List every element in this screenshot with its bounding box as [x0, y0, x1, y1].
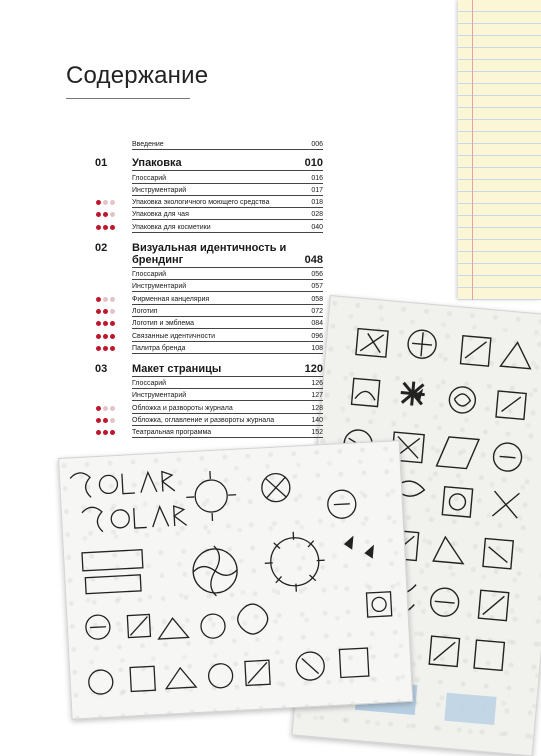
difficulty-dot-icon: [96, 321, 101, 326]
toc-entry-label: Введение: [132, 141, 164, 149]
solar-magic-sketches-sheet-image: [58, 440, 413, 720]
toc-entry-label: Упаковка для косметики: [132, 223, 211, 231]
toc-entry[interactable]: [132, 268, 323, 280]
toc-entry-page: 058: [311, 295, 323, 303]
table-of-contents: [95, 138, 323, 438]
toc-entry[interactable]: [132, 292, 323, 304]
toc-entry[interactable]: [132, 401, 323, 413]
difficulty-dots: [96, 297, 115, 302]
difficulty-dot-icon: [103, 225, 108, 230]
toc-entry-label: Логотип и эмблема: [132, 320, 195, 328]
difficulty-dot-icon: [110, 418, 115, 423]
title-underline: [66, 98, 190, 99]
toc-entry-label: Палитра бренда: [132, 344, 186, 352]
difficulty-dot-icon: [110, 406, 115, 411]
chapter-title: Макет страницы: [132, 362, 222, 375]
chapter-number: 01: [95, 157, 108, 170]
difficulty-dot-icon: [96, 297, 101, 302]
difficulty-dot-icon: [96, 346, 101, 351]
difficulty-dots: [96, 225, 115, 230]
yellow-notepad-image: [458, 0, 541, 300]
difficulty-dots: [96, 309, 115, 314]
toc-entry-page: 152: [311, 429, 323, 437]
difficulty-dots: [96, 430, 115, 435]
notepad-margin-line: [472, 0, 473, 300]
toc-entry-page: 072: [311, 307, 323, 315]
toc-entry-page: 127: [311, 392, 323, 400]
toc-entry-label: Глоссарий: [132, 174, 167, 182]
toc-entry-page: 028: [311, 211, 323, 219]
toc-entry-page: 056: [311, 271, 323, 279]
toc-chapter-02[interactable]: [95, 241, 323, 268]
toc-entry-page: 096: [311, 332, 323, 340]
difficulty-dot-icon: [96, 430, 101, 435]
difficulty-dot-icon: [103, 297, 108, 302]
toc-entry-label: Упаковка для чая: [132, 211, 189, 219]
toc-entry-label: Упаковка экологичного моющего средства: [132, 199, 270, 207]
toc-entry-page: 040: [311, 223, 323, 231]
toc-entry[interactable]: [132, 389, 323, 401]
toc-entry[interactable]: [132, 426, 323, 438]
toc-entry-label: Глоссарий: [132, 380, 167, 388]
toc-entry-page: 126: [311, 380, 323, 388]
toc-entry[interactable]: [132, 196, 323, 208]
difficulty-dot-icon: [96, 225, 101, 230]
toc-entry-page: 016: [311, 174, 323, 182]
difficulty-dot-icon: [96, 334, 101, 339]
toc-entry[interactable]: [132, 208, 323, 220]
difficulty-dot-icon: [96, 418, 101, 423]
difficulty-dots: [96, 334, 115, 339]
sketch-marks: [59, 441, 412, 718]
toc-entry-page: 017: [311, 186, 323, 194]
toc-entry[interactable]: [132, 342, 323, 354]
difficulty-dot-icon: [96, 212, 101, 217]
toc-entry-label: Фирменная канцелярия: [132, 295, 210, 303]
difficulty-dot-icon: [96, 200, 101, 205]
difficulty-dots: [96, 321, 115, 326]
toc-entry-page: 084: [311, 320, 323, 328]
toc-entry-label: Театральная программа: [132, 429, 212, 437]
difficulty-dot-icon: [103, 430, 108, 435]
toc-entry[interactable]: [132, 280, 323, 292]
difficulty-dot-icon: [103, 212, 108, 217]
difficulty-dot-icon: [103, 346, 108, 351]
difficulty-dots: [96, 200, 115, 205]
difficulty-dots: [96, 406, 115, 411]
toc-entry-label: Инструментарий: [132, 392, 187, 400]
toc-entry-label: Обложка и развороты журнала: [132, 404, 233, 412]
toc-entry-page: 140: [311, 417, 323, 425]
difficulty-dot-icon: [110, 309, 115, 314]
toc-entry[interactable]: [132, 220, 323, 232]
difficulty-dots: [96, 346, 115, 351]
difficulty-dot-icon: [110, 297, 115, 302]
chapter-page: 048: [304, 253, 323, 266]
chapter-number: 02: [95, 241, 108, 254]
difficulty-dot-icon: [103, 200, 108, 205]
difficulty-dot-icon: [103, 418, 108, 423]
difficulty-dot-icon: [110, 225, 115, 230]
toc-entry-page: 108: [311, 344, 323, 352]
difficulty-dot-icon: [110, 212, 115, 217]
difficulty-dots: [96, 212, 115, 217]
chapter-page: 010: [304, 157, 323, 170]
toc-entry-label: Глоссарий: [132, 271, 167, 279]
toc-entry-label: Связанные идентичности: [132, 332, 216, 340]
toc-chapter-01[interactable]: [95, 157, 323, 171]
difficulty-dot-icon: [110, 200, 115, 205]
toc-entry-page: 128: [311, 404, 323, 412]
difficulty-dot-icon: [103, 321, 108, 326]
difficulty-dot-icon: [110, 334, 115, 339]
chapter-number: 03: [95, 362, 108, 375]
toc-entry[interactable]: [132, 171, 323, 183]
chapter-page: 120: [304, 362, 323, 375]
difficulty-dots: [96, 418, 115, 423]
difficulty-dot-icon: [103, 334, 108, 339]
toc-entry[interactable]: [132, 329, 323, 341]
toc-entry-page: 057: [311, 283, 323, 291]
toc-entry[interactable]: [132, 377, 323, 389]
difficulty-dot-icon: [103, 309, 108, 314]
difficulty-dot-icon: [96, 406, 101, 411]
toc-entry[interactable]: [132, 305, 323, 317]
toc-entry-label: Обложка, оглавление и развороты журнала: [132, 417, 275, 425]
chapter-title: Упаковка: [132, 157, 182, 170]
toc-entry-page: 018: [311, 199, 323, 207]
difficulty-dot-icon: [96, 309, 101, 314]
toc-entry-label: Инструментарий: [132, 283, 187, 291]
toc-entry-label: Логотип: [132, 307, 158, 315]
toc-entry-intro[interactable]: [132, 138, 323, 150]
difficulty-dot-icon: [110, 321, 115, 326]
toc-entry[interactable]: [132, 414, 323, 426]
difficulty-dot-icon: [103, 406, 108, 411]
toc-entry-label: Инструментарий: [132, 186, 187, 194]
page-title: Содержание: [66, 62, 209, 89]
toc-entry[interactable]: [132, 317, 323, 329]
difficulty-dot-icon: [110, 346, 115, 351]
toc-entry-page: 006: [311, 141, 323, 149]
toc-chapter-03[interactable]: [95, 362, 323, 377]
difficulty-dot-icon: [110, 430, 115, 435]
toc-entry[interactable]: [132, 184, 323, 196]
chapter-title: Визуальная идентичность и брендинг: [132, 241, 287, 266]
